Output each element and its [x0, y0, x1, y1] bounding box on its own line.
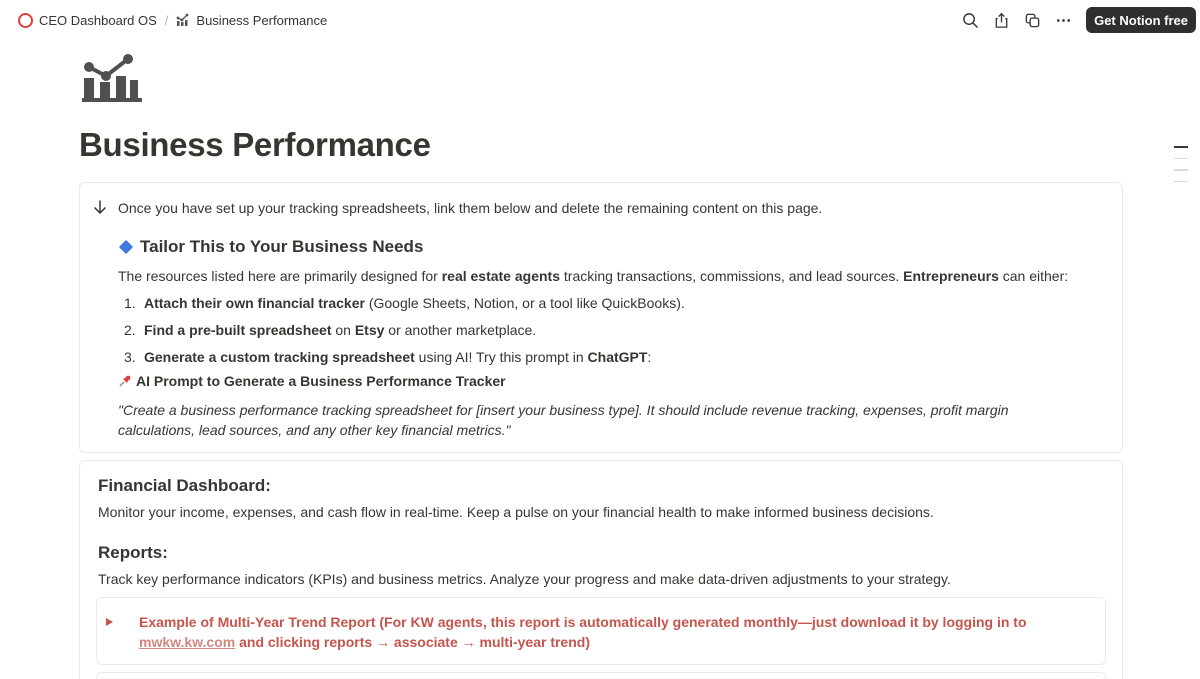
breadcrumb-workspace-label: CEO Dashboard OS: [39, 12, 157, 28]
resources-part: tracking transactions, commissions, and lead sources.: [560, 268, 904, 284]
prompt-heading: [118, 373, 506, 389]
top-bar: [0, 0, 1200, 40]
resources-bold: Entrepreneurs: [903, 268, 999, 284]
toggle-text: Example of Multi-Year Trend Report (For KW agents, this report is automatically generated monthly—just download it by logging in to: [139, 614, 1027, 630]
list-bold: Find a pre-built spreadsheet: [144, 322, 332, 338]
list-bold: Etsy: [354, 322, 385, 338]
blue-diamond-icon: [119, 240, 133, 254]
chart-icon: [176, 13, 190, 27]
toggle-label: [139, 612, 1089, 652]
arrow-down-icon: [92, 199, 108, 215]
resources-part: can either:: [998, 268, 1069, 284]
chart-icon[interactable]: [82, 54, 142, 104]
more-icon: [1055, 12, 1072, 29]
prompt-heading-label: AI Prompt to Generate a Business Performance Tracker: [136, 373, 506, 389]
toc-line[interactable]: [1174, 146, 1188, 148]
list-item: [124, 347, 651, 367]
breadcrumb: [14, 11, 331, 30]
instructions-callout: [79, 182, 1123, 453]
list-rest: :: [647, 349, 652, 365]
page-title: Business Performance: [79, 126, 431, 163]
ring-icon: [18, 13, 33, 28]
list-number: 1.: [124, 295, 136, 311]
toc-line[interactable]: [1174, 158, 1188, 160]
list-number: 2.: [124, 322, 136, 338]
duplicate-button[interactable]: [1017, 7, 1047, 33]
pushpin-icon: [118, 374, 132, 388]
resources-part: The resources listed here are primarily designed for: [118, 268, 442, 284]
list-rest: or another marketplace.: [384, 322, 537, 338]
toc-line[interactable]: [1174, 181, 1188, 183]
resources-bold: real estate agents: [441, 268, 560, 284]
reports-heading: Reports:: [98, 543, 168, 562]
breadcrumb-separator: /: [164, 12, 169, 28]
breadcrumb-page[interactable]: [172, 11, 331, 30]
toggle-text-end: and clicking reports → associate → multi-year trend): [235, 634, 590, 650]
duplicate-icon: [1024, 12, 1041, 29]
list-mid: on: [331, 322, 355, 338]
list-bold: ChatGPT: [587, 349, 648, 365]
list-rest: (Google Sheets, Notion, or a tool like QuickBooks).: [364, 295, 685, 311]
table-of-contents[interactable]: [1174, 146, 1188, 192]
search-button[interactable]: [955, 7, 985, 33]
breadcrumb-page-label: Business Performance: [196, 12, 328, 28]
tailor-heading-label: Tailor This to Your Business Needs: [140, 237, 424, 256]
resources-text: [118, 266, 1068, 286]
financial-dashboard-heading: Financial Dashboard:: [98, 476, 271, 495]
topbar-actions: [954, 7, 1196, 33]
list-bold: Generate a custom tracking spreadsheet: [144, 349, 415, 365]
reports-text: Track key performance indicators (KPIs) and business metrics. Analyze your progress and make data-driven adjustments to your strategy.: [98, 571, 951, 587]
list-number: 3.: [124, 349, 136, 365]
toc-line[interactable]: [1174, 169, 1188, 171]
multi-year-report-toggle[interactable]: [96, 597, 1106, 665]
breadcrumb-workspace[interactable]: [14, 11, 161, 30]
more-button[interactable]: [1048, 7, 1078, 33]
list-bold: Attach their own financial tracker: [144, 295, 365, 311]
tailor-heading: [118, 237, 423, 257]
get-notion-free-button[interactable]: Get Notion free: [1086, 7, 1196, 33]
next-toggle-block[interactable]: [96, 672, 1106, 679]
sections-callout: [79, 460, 1123, 679]
toggle-triangle-icon[interactable]: [106, 618, 113, 626]
prompt-text: "Create a business performance tracking spreadsheet for [insert your business type]. It should include revenue tracking, expenses, profit margin calculations, lead sources, and any other key financial metrics.": [118, 402, 1009, 438]
list-item: [124, 293, 685, 313]
intro-text: Once you have set up your tracking spreadsheets, link them below and delete the remaining content on this page.: [118, 200, 823, 216]
share-icon: [993, 12, 1010, 29]
search-icon: [962, 12, 979, 29]
list-item: [124, 320, 536, 340]
share-button[interactable]: [986, 7, 1016, 33]
list-mid: using AI! Try this prompt in: [414, 349, 588, 365]
mwkw-link[interactable]: mwkw.kw.com: [139, 634, 236, 650]
financial-dashboard-text: Monitor your income, expenses, and cash flow in real-time. Keep a pulse on your financial health to make informed business decisions.: [98, 504, 934, 520]
